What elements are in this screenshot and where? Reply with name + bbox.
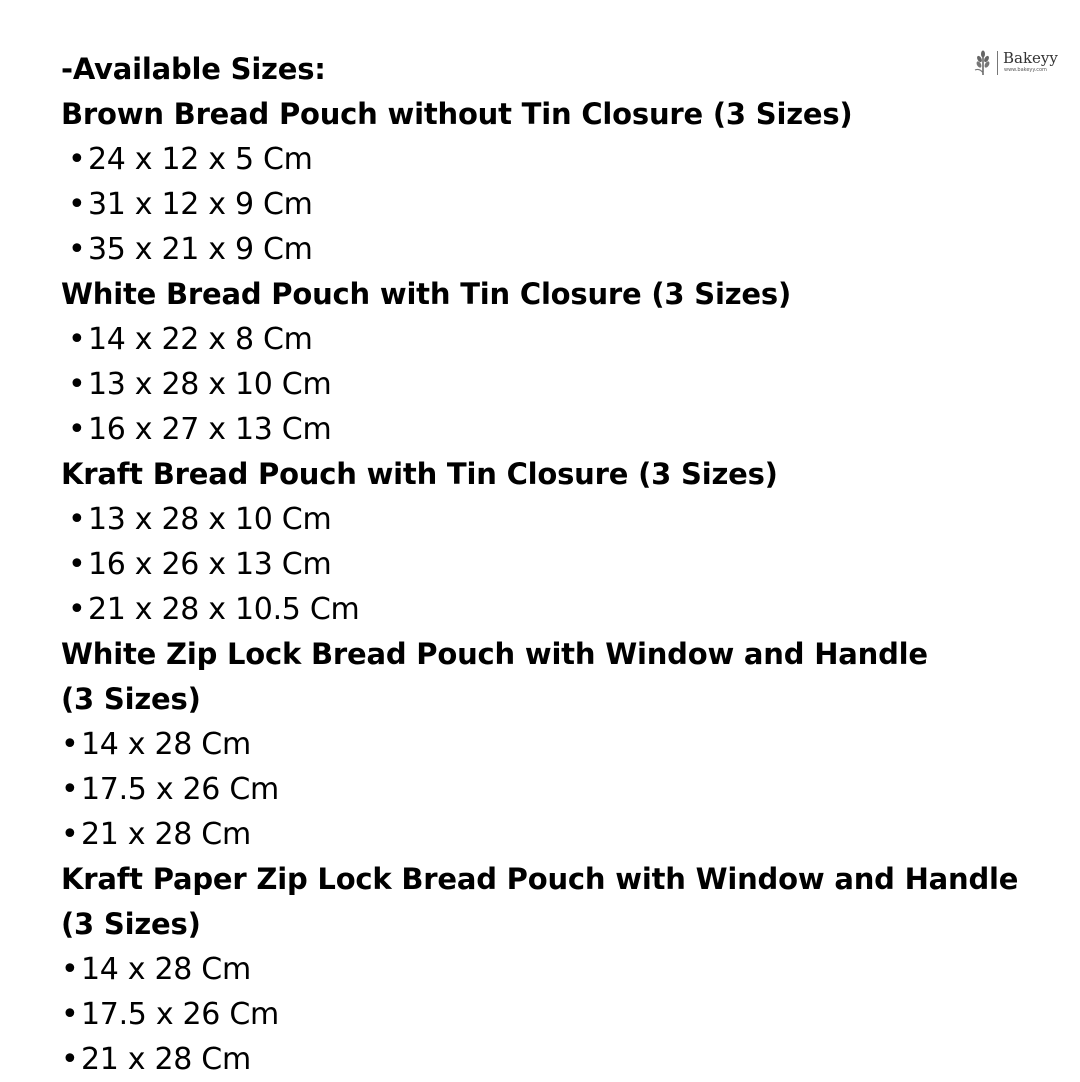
size-text: 14 x 28 Cm [81,952,251,987]
section-heading-white-zip-pouch-count: (3 Sizes) [61,682,201,716]
bullet: • [61,1042,79,1077]
size-item [61,722,1061,767]
logo-name: Bakeyy [1003,49,1058,67]
section-heading-kraft-pouch: Kraft Bread Pouch with Tin Closure (3 Sizes) [61,457,778,491]
bullet: • [68,412,86,447]
size-text: 14 x 28 Cm [81,727,251,762]
size-text: 24 x 12 x 5 Cm [88,142,313,177]
size-text: 16 x 27 x 13 Cm [88,412,332,447]
size-item [61,812,1061,857]
size-text: 21 x 28 Cm [81,817,251,852]
bullet: • [68,322,86,357]
bullet: • [68,142,86,177]
bullet: • [61,817,79,852]
section-heading-white-zip-pouch: White Zip Lock Bread Pouch with Window and Handle [61,637,928,671]
sizes-document [61,47,1061,1082]
size-item [61,227,1061,272]
bullet: • [61,727,79,762]
bullet: • [61,952,79,987]
size-item [61,587,1061,632]
size-item [61,947,1061,992]
size-item [61,137,1061,182]
bullet: • [68,232,86,267]
section-heading-white-pouch: White Bread Pouch with Tin Closure (3 Sizes) [61,277,791,311]
size-text: 21 x 28 x 10.5 Cm [88,592,360,627]
size-text: 21 x 28 Cm [81,1042,251,1077]
size-text: 17.5 x 26 Cm [81,997,279,1032]
page-title: -Available Sizes: [61,52,326,86]
size-item [61,992,1061,1037]
size-text: 14 x 22 x 8 Cm [88,322,313,357]
size-text: 17.5 x 26 Cm [81,772,279,807]
bullet: • [68,502,86,537]
logo-url: www.bakeyy.com [1004,67,1047,73]
section-heading-kraft-zip-pouch-count: (3 Sizes) [61,907,201,941]
size-item [61,1037,1061,1082]
size-item [61,497,1061,542]
bullet: • [61,772,79,807]
bullet: • [68,592,86,627]
bullet: • [68,547,86,582]
size-text: 13 x 28 x 10 Cm [88,367,332,402]
size-item [61,407,1061,452]
section-heading-brown-pouch: Brown Bread Pouch without Tin Closure (3 Sizes) [61,97,853,131]
size-item [61,182,1061,227]
size-text: 31 x 12 x 9 Cm [88,187,313,222]
size-item [61,317,1061,362]
size-item [61,362,1061,407]
size-text: 35 x 21 x 9 Cm [88,232,313,267]
size-text: 16 x 26 x 13 Cm [88,547,332,582]
size-text: 13 x 28 x 10 Cm [88,502,332,537]
section-heading-kraft-zip-pouch: Kraft Paper Zip Lock Bread Pouch with Window and Handle [61,862,1019,896]
bullet: • [61,997,79,1032]
size-item [61,542,1061,587]
size-item [61,767,1061,812]
bullet: • [68,187,86,222]
bullet: • [68,367,86,402]
